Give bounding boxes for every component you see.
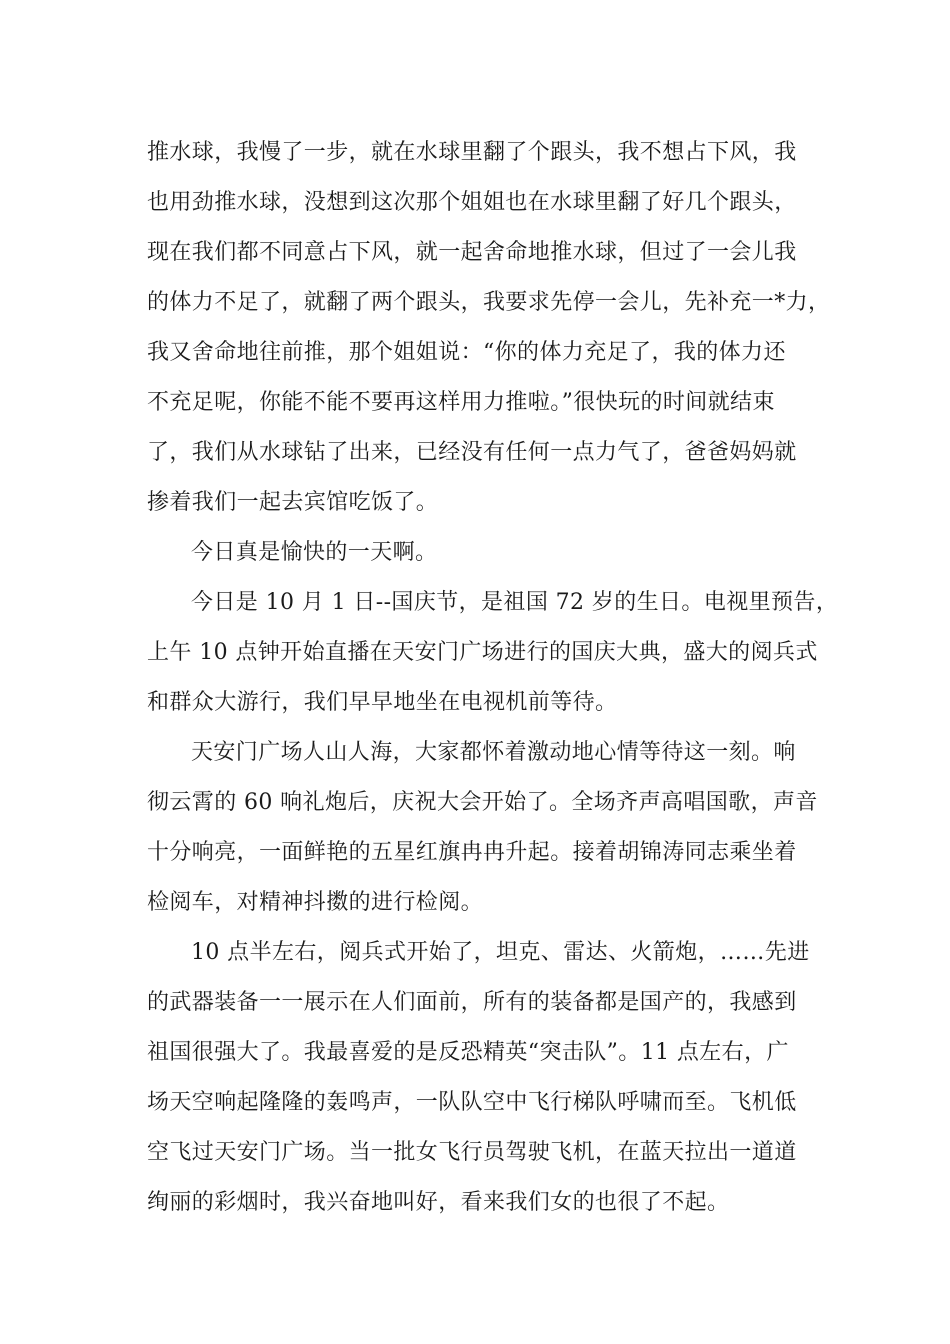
text-line: 的武器装备一一展示在人们面前，所有的装备都是国产的，我感到 — [147, 990, 797, 1015]
text-line: 检阅车，对精神抖擞的进行检阅。 — [147, 890, 484, 915]
paragraph-start-line: 天安门广场人山人海，大家都怀着激动地心情等待这一刻。响 — [191, 740, 796, 765]
text-line: 空飞过天安门广场。当一批女飞行员驾驶飞机，在蓝天拉出一道道 — [147, 1140, 797, 1165]
text-line: 绚丽的彩烟时，我兴奋地叫好，看来我们女的也很了不起。 — [147, 1190, 730, 1215]
text-line: 十分响亮，一面鲜艳的五星红旗冉冉升起。接着胡锦涛同志乘坐着 — [147, 840, 797, 865]
text-line: 上午 10 点钟开始直播在天安门广场进行的国庆大典，盛大的阅兵式 — [147, 640, 818, 665]
text-line: 祖国很强大了。我最喜爱的是反恐精英“突击队”。11 点左右，广 — [147, 1040, 789, 1065]
body-text — [147, 128, 839, 1228]
paragraph-start-line: 今日真是愉快的一天啊。 — [191, 540, 438, 565]
text-line: 我又舍命地往前推，那个姐姐说：“你的体力充足了，我的体力还 — [147, 340, 786, 365]
text-line: 的体力不足了，就翻了两个跟头，我要求先停一会儿，先补充一*力， — [147, 290, 831, 315]
text-line: 彻云霄的 60 响礼炮后，庆祝大会开始了。全场齐声高唱国歌，声音 — [147, 790, 818, 815]
text-line: 现在我们都不同意占下风，就一起舍命地推水球，但过了一会儿我 — [147, 240, 797, 265]
text-line: 推水球，我慢了一步，就在水球里翻了个跟头，我不想占下风，我 — [147, 140, 797, 165]
text-line: 不充足呢，你能不能不要再这样用力推啦。”很快玩的时间就结束 — [147, 390, 775, 415]
text-line: 和群众大游行，我们早早地坐在电视机前等待。 — [147, 690, 618, 715]
paragraph-start-line: 10 点半左右，阅兵式开始了，坦克、雷达、火箭炮，……先进 — [191, 940, 810, 965]
text-line: 掺着我们一起去宾馆吃饭了。 — [147, 490, 439, 515]
paragraph-start-line: 今日是 10 月 1 日--国庆节，是祖国 72 岁的生日。电视里预告， — [191, 590, 839, 615]
text-line: 场天空响起隆隆的轰鸣声，一队队空中飞行梯队呼啸而至。飞机低 — [147, 1090, 797, 1115]
text-line: 也用劲推水球，没想到这次那个姐姐也在水球里翻了好几个跟头， — [147, 190, 797, 215]
text-line: 了，我们从水球钻了出来，已经没有任何一点力气了，爸爸妈妈就 — [147, 440, 797, 465]
